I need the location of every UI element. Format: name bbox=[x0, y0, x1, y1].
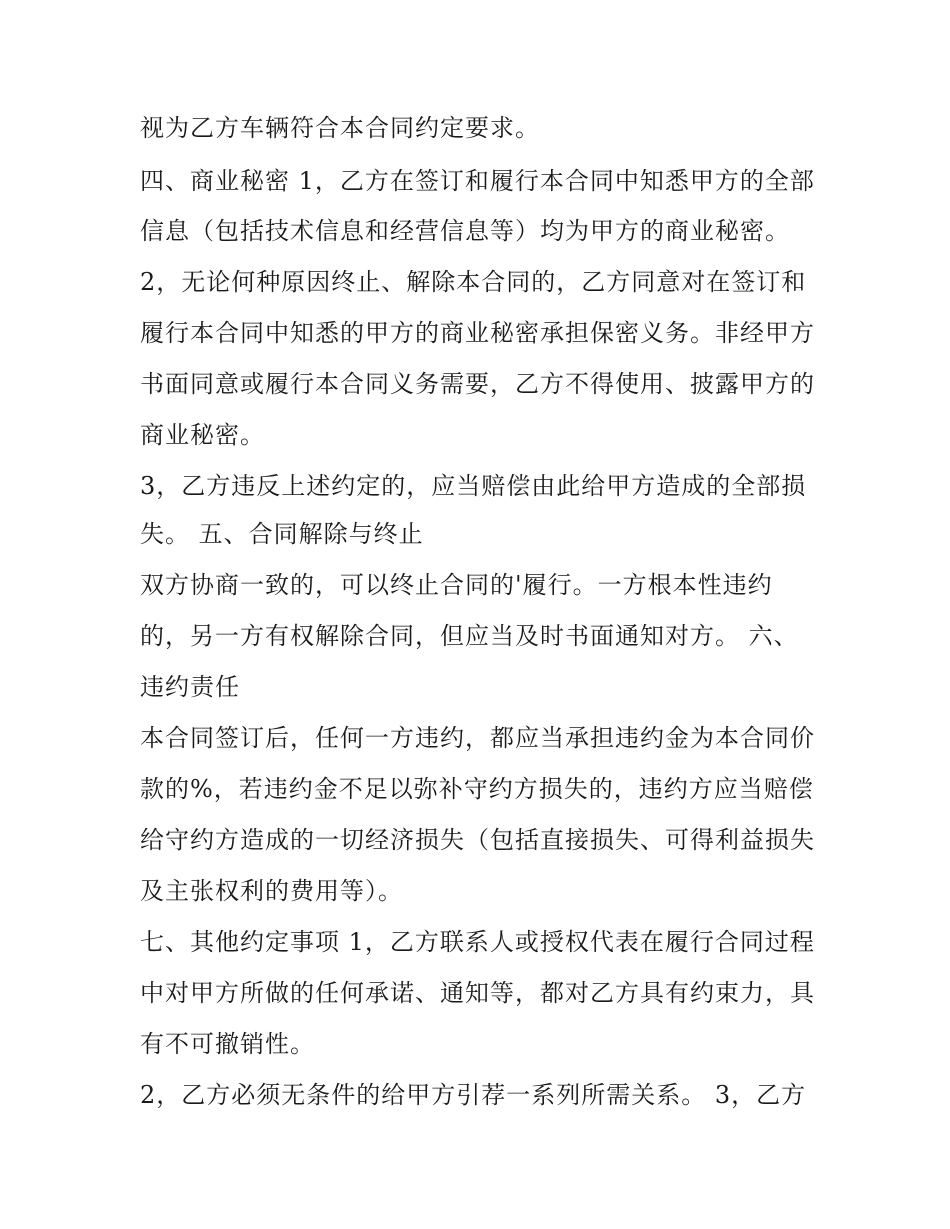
text-line: 款的%，若违约金不足以弥补守约方损失的，违约方应当赔偿 bbox=[140, 775, 814, 803]
text-line: 给守约方造成的一切经济损失（包括直接损失、可得利益损失 bbox=[140, 826, 815, 854]
text-line: 双方协商一致的，可以终止合同的'履行。一方根本性违约 bbox=[140, 571, 773, 599]
text-line: 视为乙方车辆符合本合同约定要求。 bbox=[140, 114, 540, 142]
text-line: 书面同意或履行本合同义务需要，乙方不得使用、披露甲方的 bbox=[140, 370, 815, 398]
text-line: 违约责任 bbox=[140, 673, 240, 701]
text-line: 及主张权利的费用等）。 bbox=[140, 877, 403, 905]
text-line: 本合同签订后，任何一方违约，都应当承担违约金为本合同价 bbox=[140, 724, 815, 752]
text-line: 信息（包括技术信息和经营信息等）均为甲方的商业秘密。 bbox=[140, 217, 790, 245]
text-line: 七、其他约定事项 1，乙方联系人或授权代表在履行合同过程 bbox=[140, 928, 815, 956]
text-line: 四、商业秘密 1，乙方在签订和履行本合同中知悉甲方的全部 bbox=[140, 167, 815, 195]
text-line: 商业秘密。 bbox=[140, 421, 265, 449]
text-line: 失。 五、合同解除与终止 bbox=[140, 520, 424, 548]
text-line: 3，乙方违反上述约定的，应当赔偿由此给甲方造成的全部损 bbox=[140, 472, 807, 500]
text-line: 履行本合同中知悉的甲方的商业秘密承担保密义务。非经甲方 bbox=[140, 319, 815, 347]
text-line: 的，另一方有权解除合同，但应当及时书面通知对方。 六、 bbox=[140, 622, 799, 650]
text-line: 有不可撤销性。 bbox=[140, 1030, 315, 1058]
text-line: 2，乙方必须无条件的给甲方引荐一系列所需关系。 3，乙方 bbox=[140, 1081, 807, 1109]
text-line: 2，无论何种原因终止、解除本合同的，乙方同意对在签订和 bbox=[140, 268, 807, 296]
text-line: 中对甲方所做的任何承诺、通知等，都对乙方具有约束力，具 bbox=[140, 979, 815, 1007]
